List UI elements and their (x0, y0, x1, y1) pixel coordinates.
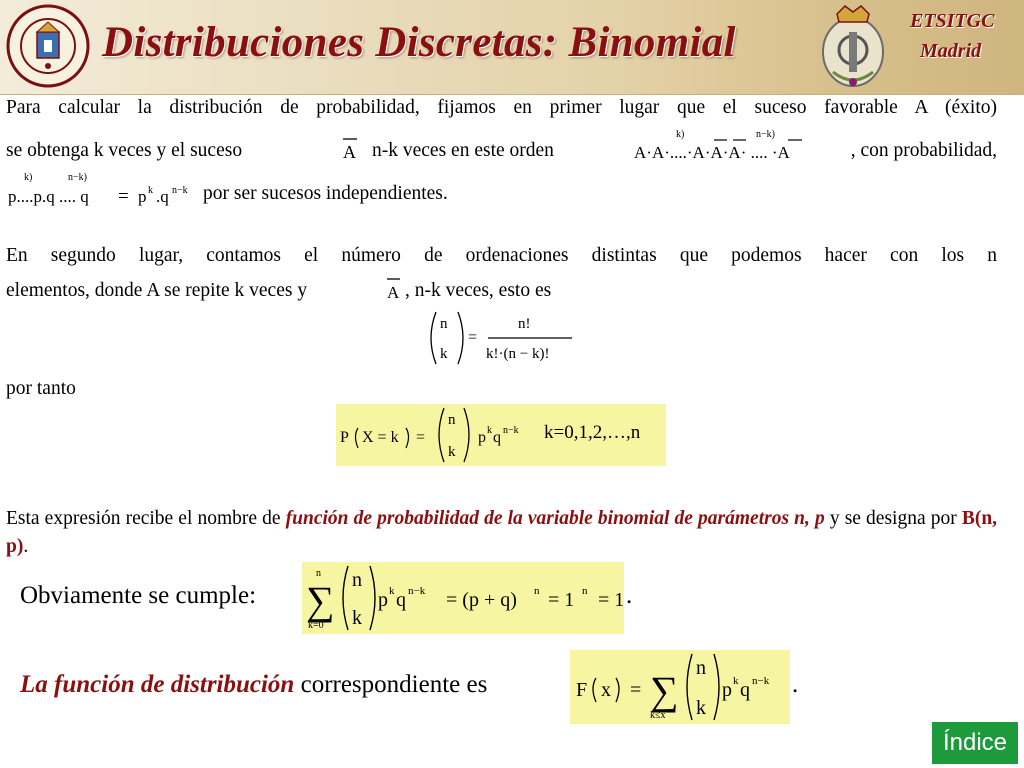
svg-text:k): k) (676, 129, 685, 140)
svg-text:n: n (696, 657, 706, 679)
svg-text:= 1: = 1 (598, 589, 625, 611)
svg-text:k: k (696, 697, 706, 719)
svg-text:n−k: n−k (408, 585, 426, 597)
svg-text:n−k: n−k (172, 185, 188, 196)
obviamente-period: . (626, 582, 633, 609)
para3-text-b: y se designa por (829, 508, 957, 529)
svg-text:n−k: n−k (752, 675, 770, 687)
svg-text:.q: .q (156, 187, 169, 206)
svg-text:=: = (118, 186, 129, 207)
para1-line1: Para calcular la distribución de probabilidad, fijamos en primer lugar que el suceso favorable A (éxito) (6, 97, 997, 118)
svg-text:∑: ∑ (306, 578, 335, 623)
svg-text:q: q (493, 429, 501, 446)
svg-text:k: k (148, 185, 153, 196)
binomial-coefficient-formula (424, 308, 584, 368)
para3-emphasis: función de probabilidad de la variable binomial de parámetros n, (285, 508, 810, 529)
para1-line2-c: , con probabilidad, (850, 140, 997, 161)
svg-text:X = k: X = k (362, 429, 399, 446)
svg-text:k: k (352, 607, 362, 629)
para2-line2-b: , n-k veces, esto es (405, 280, 552, 301)
svg-text:p....p.q .... q: p....p.q .... q (8, 187, 89, 206)
svg-text:n: n (316, 568, 321, 579)
probability-product-formula (6, 168, 200, 208)
svg-text:k!·(n − k)!: k!·(n − k)! (486, 346, 550, 362)
sequence-formula (632, 126, 812, 164)
svg-text:∑: ∑ (650, 668, 679, 713)
cdf-formula-box (570, 650, 790, 724)
a-complement-symbol (337, 134, 363, 164)
svg-text:p: p (478, 429, 486, 446)
brand-line1: ETSITGC (910, 10, 995, 32)
para2-line2-a: elementos, donde A se repite k veces y (6, 280, 308, 301)
para3 (6, 505, 997, 561)
university-seal-icon (6, 4, 90, 88)
distribution-sentence (20, 671, 487, 699)
svg-text:n−k: n−k (503, 425, 519, 436)
por-tanto-text: por tanto (6, 378, 76, 399)
sum-identity-formula (302, 562, 642, 634)
svg-text:k≤x: k≤x (650, 710, 666, 721)
svg-text:=: = (630, 679, 642, 701)
para1-line3-tail: por ser sucesos independientes. (203, 183, 448, 204)
cdf-formula (570, 650, 790, 724)
svg-text:F: F (576, 679, 588, 701)
svg-text:p: p (722, 679, 732, 701)
svg-text:n: n (534, 585, 540, 597)
para3-emphasis-p: p (814, 508, 825, 529)
page-title: Distribuciones Discretas: Binomial (102, 19, 736, 66)
pmf-range: k=0,1,2,…,n (544, 422, 641, 443)
svg-text:n: n (582, 585, 588, 597)
svg-text:n: n (352, 569, 362, 591)
para3-end: . (23, 536, 29, 557)
svg-text:p: p (378, 589, 388, 611)
brand-line2: Madrid (920, 40, 982, 62)
svg-text:n: n (440, 316, 448, 332)
svg-text:k=0: k=0 (308, 620, 324, 631)
cdf-period: . (792, 671, 799, 698)
svg-text:n−k): n−k) (756, 129, 775, 140)
svg-text:=: = (468, 329, 478, 346)
svg-text:A: A (387, 283, 400, 302)
para3-notation: B(n, p) (6, 508, 998, 557)
svg-text:n!: n! (518, 316, 531, 332)
pmf-formula-box (336, 404, 666, 466)
para2-line1: En segundo lugar, contamos el número de ordenaciones distintas que podemos hacer con los n (6, 245, 997, 266)
distribution-rest: correspondiente es (300, 671, 488, 698)
svg-text:q: q (396, 589, 406, 611)
distribution-emphasis: La función de distribución (20, 671, 295, 698)
svg-text:P: P (340, 429, 349, 446)
sum-identity-box (302, 562, 624, 634)
svg-text:q: q (740, 679, 750, 701)
svg-text:k: k (448, 444, 456, 460)
svg-text:= 1: = 1 (548, 589, 575, 611)
school-crest-icon (815, 2, 891, 90)
svg-text:k: k (440, 346, 448, 362)
para3-text-a: Esta expresión recibe el nombre de (6, 508, 281, 529)
svg-text:=: = (416, 429, 426, 446)
para1-line2-a: se obtenga k veces y el suceso (6, 140, 243, 161)
svg-text:n: n (448, 412, 456, 428)
svg-text:p: p (138, 187, 147, 206)
svg-text:k: k (389, 585, 395, 597)
svg-text:A: A (343, 142, 356, 162)
svg-text:k: k (733, 675, 739, 687)
svg-text:k): k) (24, 172, 33, 183)
index-button[interactable]: Índice (932, 722, 1018, 764)
svg-text:= (p + q): = (p + q) (446, 589, 517, 611)
header-banner (0, 0, 1024, 95)
svg-text:A·A·....·A·A·A· .... ·A: A·A·....·A·A·A· .... ·A (634, 143, 790, 162)
obviamente-text: Obviamente se cumple: (20, 582, 257, 609)
para1-line2-b: n-k veces en este orden (372, 140, 554, 161)
svg-text:n−k): n−k) (68, 172, 87, 183)
svg-text:k: k (487, 425, 492, 436)
svg-text:x: x (601, 679, 611, 701)
